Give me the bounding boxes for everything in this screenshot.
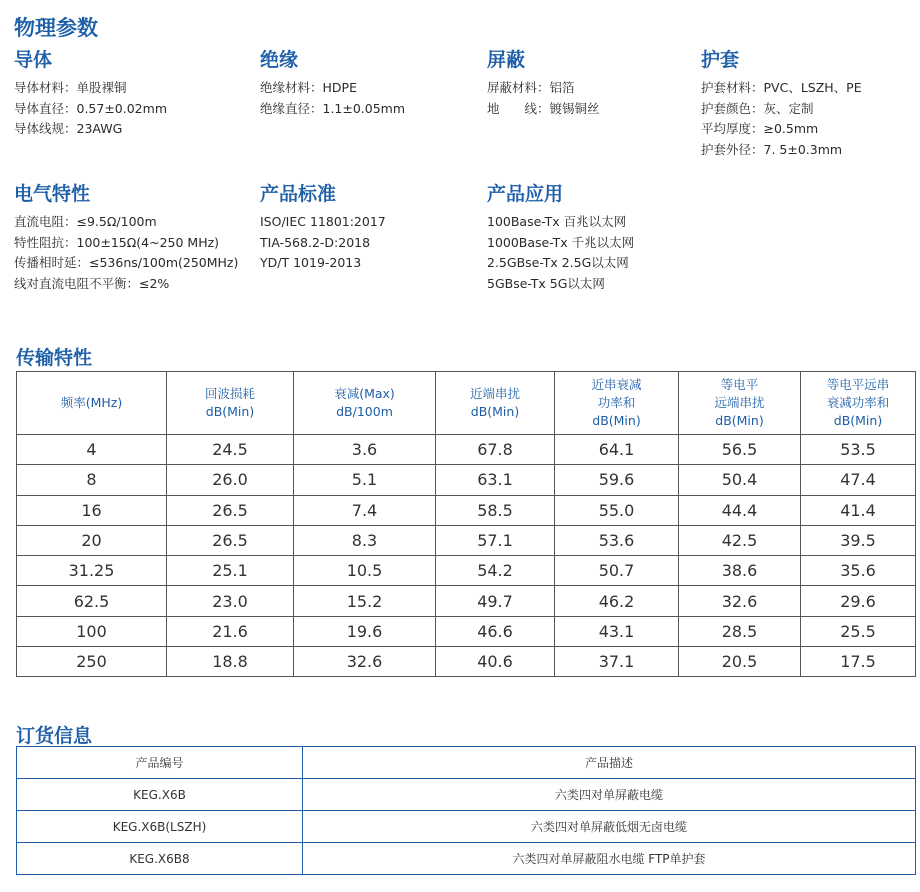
spec-line: TIA-568.2-D:2018 bbox=[260, 234, 371, 250]
table-cell: 50.7 bbox=[555, 556, 679, 586]
header-cell: 等电平 远端串扰 dB(Min) bbox=[679, 372, 801, 435]
table-cell: 46.2 bbox=[555, 586, 679, 616]
table-cell: 42.5 bbox=[679, 525, 801, 555]
header-cell: 产品描述 bbox=[303, 747, 916, 779]
table-cell: 59.6 bbox=[555, 465, 679, 495]
transmission-title: 传输特性 bbox=[16, 347, 93, 369]
order-title: 订货信息 bbox=[16, 725, 93, 747]
table-row bbox=[17, 495, 916, 525]
table-cell: 19.6 bbox=[294, 616, 436, 646]
table-cell: 40.6 bbox=[436, 647, 555, 677]
table-cell: 58.5 bbox=[436, 495, 555, 525]
table-cell: 六类四对单屏蔽低烟无卤电缆 bbox=[303, 811, 916, 843]
header-cell: 近串衰减 功率和 dB(Min) bbox=[555, 372, 679, 435]
header-cell: 近端串扰 dB(Min) bbox=[436, 372, 555, 435]
table-cell: 49.7 bbox=[436, 586, 555, 616]
spec-line: 线对直流电阻不平衡：≤2% bbox=[14, 275, 170, 291]
table-cell: 23.0 bbox=[167, 586, 294, 616]
table-cell: 37.1 bbox=[555, 647, 679, 677]
table-cell: 17.5 bbox=[801, 647, 916, 677]
table-cell: 62.5 bbox=[17, 586, 167, 616]
table-cell: 63.1 bbox=[436, 465, 555, 495]
table-row bbox=[17, 586, 916, 616]
section-heading: 电气特性 bbox=[14, 183, 91, 205]
table-cell: 26.5 bbox=[167, 495, 294, 525]
table-cell: 10.5 bbox=[294, 556, 436, 586]
table-cell: 100 bbox=[17, 616, 167, 646]
table-row bbox=[17, 843, 916, 875]
section-heading: 产品标准 bbox=[260, 183, 337, 205]
table-cell: 29.6 bbox=[801, 586, 916, 616]
table-cell: KEG.X6B(LSZH) bbox=[17, 811, 303, 843]
spec-line: 2.5GBse-Tx 2.5G以太网 bbox=[487, 255, 629, 270]
table-cell: 32.6 bbox=[294, 647, 436, 677]
table-cell: 3.6 bbox=[294, 435, 436, 465]
table-row bbox=[17, 811, 916, 843]
transmission-table bbox=[16, 371, 916, 677]
table-cell: 15.2 bbox=[294, 586, 436, 616]
table-row bbox=[17, 465, 916, 495]
spec-line: 护套外径：7. 5±0.3mm bbox=[701, 141, 843, 157]
table-cell: 64.1 bbox=[555, 435, 679, 465]
section-standards bbox=[260, 182, 386, 274]
section-conductor bbox=[14, 48, 167, 140]
spec-line: 平均厚度：≥0.5mm bbox=[701, 121, 819, 136]
table-cell: 55.0 bbox=[555, 495, 679, 525]
spec-line: 5GBse-Tx 5G以太网 bbox=[487, 275, 605, 291]
table-cell: 41.4 bbox=[801, 495, 916, 525]
header-cell: 等电平远串 衰减功率和 dB(Min) bbox=[801, 372, 916, 435]
section-electrical bbox=[14, 182, 238, 294]
table-cell: 56.5 bbox=[679, 435, 801, 465]
table-cell: 8 bbox=[17, 465, 167, 495]
table-cell: 六类四对单屏蔽阻水电缆 FTP单护套 bbox=[303, 843, 916, 875]
spec-line: 导体线规：23AWG bbox=[14, 121, 123, 136]
header-cell: 频率(MHz) bbox=[17, 372, 167, 435]
section-heading: 产品应用 bbox=[487, 183, 564, 205]
table-header-row bbox=[17, 372, 916, 435]
table-cell: 57.1 bbox=[436, 525, 555, 555]
spec-line: 1000Base-Tx 千兆以太网 bbox=[487, 234, 635, 250]
section-jacket bbox=[701, 48, 862, 160]
table-cell: 46.6 bbox=[436, 616, 555, 646]
section-heading: 护套 bbox=[701, 49, 740, 71]
table-row bbox=[17, 647, 916, 677]
table-cell: 26.0 bbox=[167, 465, 294, 495]
table-cell: 53.5 bbox=[801, 435, 916, 465]
header-cell: 衰减(Max) dB/100m bbox=[294, 372, 436, 435]
spec-line: ISO/IEC 11801:2017 bbox=[260, 214, 386, 229]
table-cell: 24.5 bbox=[167, 435, 294, 465]
table-row bbox=[17, 525, 916, 555]
table-cell: 32.6 bbox=[679, 586, 801, 616]
table-cell: 18.8 bbox=[167, 647, 294, 677]
spec-line: 特性阻抗：100±15Ω(4~250 MHz) bbox=[14, 234, 220, 250]
table-cell: 50.4 bbox=[679, 465, 801, 495]
table-cell: 31.25 bbox=[17, 556, 167, 586]
header-cell: 回波损耗 dB(Min) bbox=[167, 372, 294, 435]
spec-line: 地 线：镀锡铜丝 bbox=[487, 100, 600, 116]
table-cell: KEG.X6B8 bbox=[17, 843, 303, 875]
table-header-row bbox=[17, 747, 916, 779]
section-applications bbox=[487, 182, 634, 294]
table-cell: 67.8 bbox=[436, 435, 555, 465]
table-cell: 25.5 bbox=[801, 616, 916, 646]
spec-line: 绝缘直径：1.1±0.05mm bbox=[260, 100, 406, 116]
spec-line: 绝缘材料：HDPE bbox=[260, 80, 357, 95]
table-cell: 16 bbox=[17, 495, 167, 525]
spec-line: 导体直径：0.57±0.02mm bbox=[14, 100, 167, 116]
table-cell: 47.4 bbox=[801, 465, 916, 495]
header-cell: 产品编号 bbox=[17, 747, 303, 779]
page-title: 物理参数 bbox=[14, 16, 98, 40]
spec-line: 导体材料：单股裸铜 bbox=[14, 80, 127, 95]
section-heading: 导体 bbox=[14, 49, 53, 71]
spec-line: 屏蔽材料：铝箔 bbox=[487, 80, 575, 95]
table-cell: 35.6 bbox=[801, 556, 916, 586]
table-cell: 5.1 bbox=[294, 465, 436, 495]
table-cell: 4 bbox=[17, 435, 167, 465]
section-insulation bbox=[260, 48, 405, 119]
table-cell: 44.4 bbox=[679, 495, 801, 525]
table-cell: 39.5 bbox=[801, 525, 916, 555]
spec-line: 护套材料：PVC、LSZH、PE bbox=[701, 80, 862, 95]
section-heading: 绝缘 bbox=[260, 49, 299, 71]
spec-line: 100Base-Tx 百兆以太网 bbox=[487, 214, 627, 229]
table-cell: 20.5 bbox=[679, 647, 801, 677]
section-heading: 屏蔽 bbox=[487, 49, 526, 71]
table-cell: 54.2 bbox=[436, 556, 555, 586]
spec-line: 传播相时延：≤536ns/100m(250MHz) bbox=[14, 255, 239, 270]
table-cell: 20 bbox=[17, 525, 167, 555]
table-cell: 250 bbox=[17, 647, 167, 677]
table-cell: 六类四对单屏蔽电缆 bbox=[303, 779, 916, 811]
table-row bbox=[17, 779, 916, 811]
spec-line: 护套颜色：灰、定制 bbox=[701, 100, 814, 116]
table-cell: 25.1 bbox=[167, 556, 294, 586]
table-cell: 8.3 bbox=[294, 525, 436, 555]
spec-line: 直流电阻：≤9.5Ω/100m bbox=[14, 214, 157, 229]
table-cell: 28.5 bbox=[679, 616, 801, 646]
section-shielding bbox=[487, 48, 600, 119]
table-cell: 38.6 bbox=[679, 556, 801, 586]
table-cell: 7.4 bbox=[294, 495, 436, 525]
table-row bbox=[17, 556, 916, 586]
table-row bbox=[17, 435, 916, 465]
order-table bbox=[16, 746, 916, 875]
spec-line: YD/T 1019-2013 bbox=[260, 255, 362, 270]
table-cell: 21.6 bbox=[167, 616, 294, 646]
table-cell: 53.6 bbox=[555, 525, 679, 555]
table-row bbox=[17, 616, 916, 646]
table-cell: 26.5 bbox=[167, 525, 294, 555]
table-cell: KEG.X6B bbox=[17, 779, 303, 811]
table-cell: 43.1 bbox=[555, 616, 679, 646]
